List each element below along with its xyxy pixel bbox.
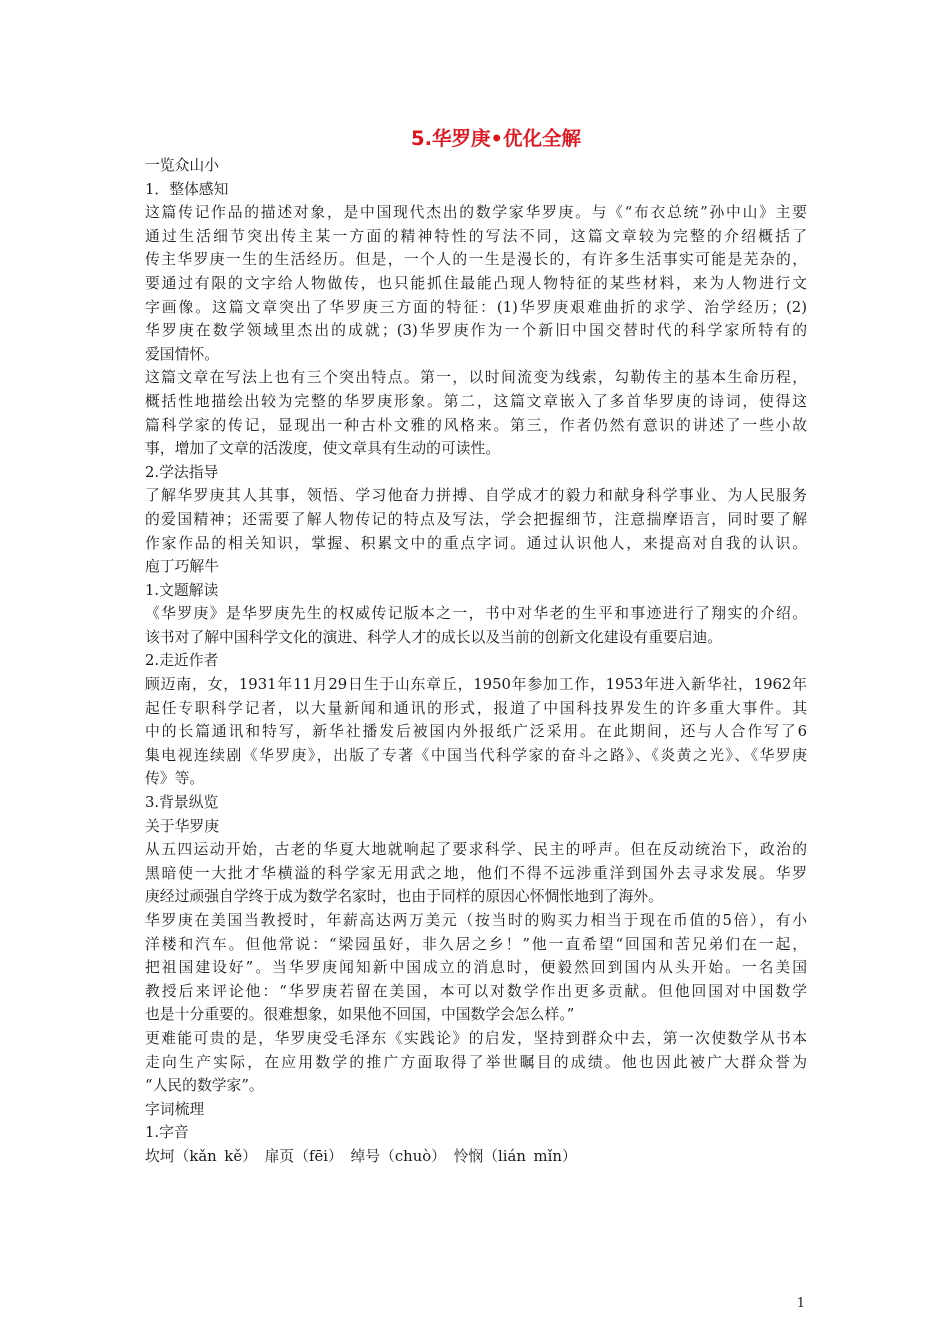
text-line: 3.背景纵览 [145,794,219,812]
text-line: 1.字音 [145,1124,189,1142]
text-line: 作家作品的相关知识，掌握、积累文中的重点字词。通过认识他人，来提高对自我的认识。 [145,534,807,552]
text-line: 集电视连续剧《华罗庚》，出版了专著《中国当代科学家的奋斗之路》、《炎黄之光》、《华罗庚 [145,746,807,764]
text-line: 篇科学家的传记，显现出一种古朴文雅的风格来。第三，作者仍然有意识的讲述了一些小故 [145,416,807,434]
text-line: 这篇传记作品的描述对象，是中国现代杰出的数学家华罗庚。与《“布衣总统”孙中山》主要 [145,204,807,222]
text-line: 一览众山小 [145,157,219,174]
text-line: 2.走近作者 [145,652,219,670]
page-number: 1 [796,1296,805,1311]
text-line: 黑暗使一大批才华横溢的科学家无用武之地，他们不得不远涉重洋到国外去寻求发展。华罗 [145,864,807,882]
text-line: 通过生活细节突出传主某一方面的精神特性的写法不同，这篇文章较为完整的介绍概括了 [145,227,807,245]
text-line: 《华罗庚》是华罗庚先生的权威传记版本之一，书中对华老的生平和事迹进行了翔实的介绍。 [145,605,807,623]
text-line: 从五四运动开始，古老的华夏大地就响起了要求科学、民主的呼声。但在反动统治下，政治的 [145,841,807,859]
text-line: 了解华罗庚其人其事，领悟、学习他奋力拼搏、自学成才的毅力和献身科学事业、为人民服务 [145,487,807,505]
document-page [145,124,807,1169]
text-line: 字词梳理 [145,1100,205,1118]
text-line: 传》等。 [145,770,205,788]
text-line: 这篇文章在写法上也有三个突出特点。第一，以时间流变为线索，勾勒传主的基本生命历程， [145,369,807,387]
text-line: 字画像。这篇文章突出了华罗庚三方面的特征：(1)华罗庚艰难曲折的求学、治学经历；(2) [145,298,807,316]
text-line: 要通过有限的文字给人物做传，也只能抓住最能凸现人物特征的某些材料，来为人物进行文 [145,274,807,292]
document-body [145,154,807,1169]
text-line: 2.学法指导 [145,463,219,481]
text-line: 把祖国建设好”。当华罗庚闻知新中国成立的消息时，便毅然回到国内从头开始。一名美国 [145,959,807,977]
text-line: 华罗庚在数学领域里杰出的成就；(3)华罗庚作为一个新旧中国交替时代的科学家所特有的 [145,322,807,340]
text-line: 中的长篇通讯和特写，新华社播发后被国内外报纸广泛采用。在此期间，还与人合作写了6 [145,723,807,741]
text-line: 顾迈南，女，1931年11月29日生于山东章丘，1950年参加工作，1953年进入新华社，1962年 [145,676,807,694]
text-line: 事，增加了文章的活泼度，使文章具有生动的可读性。 [145,440,501,458]
text-line: 爱国情怀。 [145,345,219,363]
text-line: 庖丁巧解牛 [145,558,219,576]
document-title: 5.华罗庚•优化全解 [411,127,581,150]
text-line: 传主华罗庚一生的生活经历。但是，一个人的一生是漫长的，有许多生活事实可能是芜杂的， [145,251,807,269]
text-line: 1.文题解读 [145,581,219,599]
text-line: “人民的数学家”。 [145,1077,264,1095]
text-line: 庚经过顽强自学终于成为数学名家时，也由于同样的原因心怀惆怅地到了海外。 [145,888,663,906]
text-line: 走向生产实际，在应用数学的推广方面取得了举世瞩目的成绩。他也因此被广大群众誉为 [145,1053,807,1071]
text-line: 的爱国精神；还需要了解人物传记的特点及写法，学会把握细节，注意揣摩语言，同时要了解 [145,510,807,528]
text-line: 1．整体感知 [145,180,229,198]
text-line: 概括性地描绘出较为完整的华罗庚形象。第二，这篇文章嵌入了多首华罗庚的诗词，使得这 [145,392,807,410]
text-line: 洋楼和汽车。但他常说：“梁园虽好，非久居之乡！”他一直希望“回国和苦兄弟们在一起， [145,935,807,953]
text-line: 也是十分重要的。很难想象，如果他不回国，中国数学会怎么样。” [145,1006,575,1024]
text-line: 起任专职科学记者，以大量新闻和通讯的形式，报道了中国科技界发生的许多重大事件。其 [145,699,807,717]
text-line: 教授后来评论他：“华罗庚若留在美国，本可以对数学作出更多贡献。但他回国对中国数学 [145,982,807,1000]
text-line: 更难能可贵的是，华罗庚受毛泽东《实践论》的启发，坚持到群众中去，第一次使数学从书本 [145,1029,807,1047]
text-line: 关于华罗庚 [145,817,219,835]
text-line: 华罗庚在美国当教授时，年薪高达两万美元（按当时的购买力相当于现在币值的5倍），有小 [145,912,807,929]
text-line: 坎坷（kǎn kě） 扉页（fēi） 绰号（chuò） 怜悯（lián mǐn） [145,1147,577,1165]
text-line: 该书对了解中国科学文化的演进、科学人才的成长以及当前的创新文化建设有重要启迪。 [145,628,723,646]
